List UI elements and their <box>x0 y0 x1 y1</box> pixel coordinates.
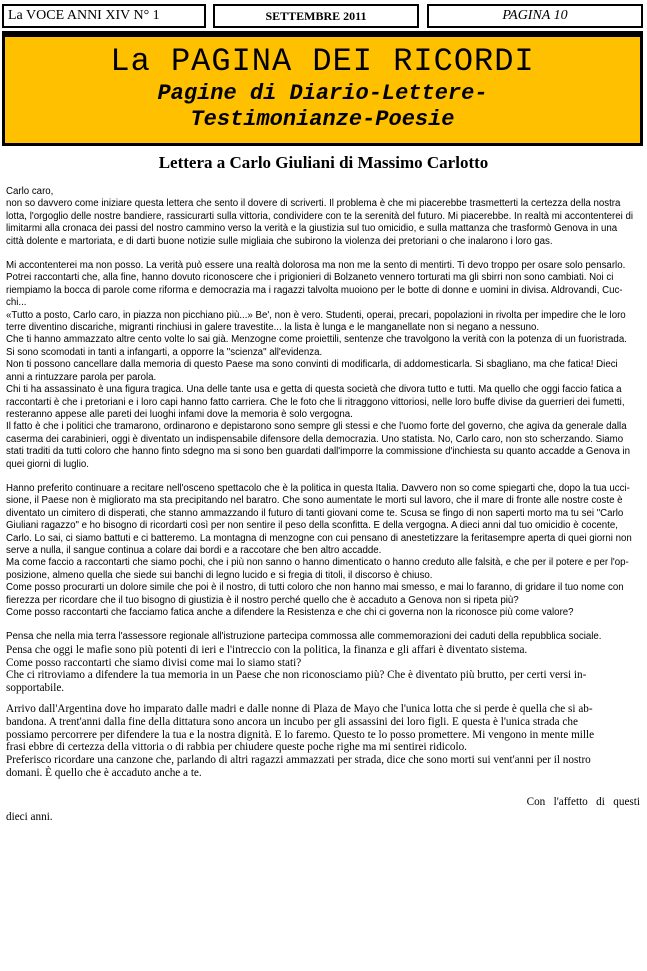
letter-line: riempiamo la bocca di parole come riforma e democrazia ma i ragazzi talvolta muoiono per le botte di donne e uomini in divisa. Aldrovandi, Cuc- <box>6 284 623 296</box>
letter-line: quei giorni di luglio. <box>6 458 89 470</box>
letter-line: sopportabile. <box>6 682 65 695</box>
letter-line: Potrei raccontarti che, alla fine, hanno dovuto riconoscere che i prigionieri di Bolzaneto vennero torturati ma gli sbirri non sono cambiati. Noi ci <box>6 272 614 284</box>
letter-line: anni a rintuzzare parola per parola. <box>6 371 157 383</box>
letter-line: resteranno appese alle pareti dei luoghi infami dove la memoria è solo vergogna. <box>6 408 353 420</box>
letter-body <box>6 186 644 823</box>
letter-line: possiamo percorrere per difendere la tua e la nostra dignità. E lo faremo. Questo te lo posso promettere. Mi vengono in mente mille <box>6 728 595 741</box>
letter-line: posizione, almeno quella che siede sui banchi di legno lucido e si fregia di titoli, il discorso è chiuso. <box>6 569 433 581</box>
section-title: La PAGINA DEI RICORDI <box>110 43 535 80</box>
paragraph-gap <box>6 471 644 483</box>
letter-line: caserma dei carabinieri, oggi è diventato un indispensabile difensore della democrazia. Uno statista. No, Carlo caro, non sto scherzando. Siamo <box>6 433 624 445</box>
letter-line: Pensa che oggi le mafie sono più potenti di ieri e l'intreccio con la politica, la finanza e gli affari è diventato sistema. <box>6 643 528 656</box>
letter-line: Il fatto è che i politici che tramarono, ordinarono e depistarono sono sempre gli stessi e che l'uomo forte del governo, che agiva da generale dalla <box>6 421 627 433</box>
letter-line: Arrivo dall'Argentina dove ho imparato dalle madri e dalle nonne di Plaza de Mayo che l'unica lotta che si perde è quella che si ab- <box>6 703 593 715</box>
letter-line: chi... <box>6 297 27 309</box>
letter-line: Carlo caro, <box>6 186 54 197</box>
letter-line: stati traditi da tutti coloro che hanno finto sdegno ma si sono ben guardati dall'imporre la commissione d'inchiesta su quanto accadde a Genova in <box>6 446 631 458</box>
letter-line: Chi ti ha assassinato è una figura tragica. Una delle tante usa e getta di questa società che divora tutto e tutti. Ma quello che oggi faccio fatica a <box>6 384 622 396</box>
section-banner <box>2 34 643 146</box>
letter-line: bandona. A trent'anni dalla fine della dittatura sono ancora un incubo per gli assassini dei loro figli. E questa è l'unica strada che <box>6 715 578 728</box>
letter-line: Hanno preferito continuare a recitare nell'osceno spettacolo che è la politica in questa Italia. Davvero non so come spiegarti che, dopo la tua ucci- <box>6 482 630 494</box>
letter-line: fierezza per ricordare che il tuo bisogno di giustizia è il nostro perché quello che è accaduto a Genova non si ripeta più? <box>6 594 519 606</box>
letter-line: Carlo. Lo sai, ci siamo battuti e ci batteremo. La montagna di menzogne con cui pensano di anestetizzare la feritasempre aperta di quei giorni non <box>6 532 632 544</box>
letter-line: città dolente e martoriata, e di darti buone notizie sulle migliaia che subirono la violenza dei pretoriani o che inalarono i loro gas. <box>6 235 553 247</box>
closing-line-end: dieci anni. <box>6 810 53 823</box>
closing-line: Con l'affetto di questi <box>526 795 640 808</box>
paragraph-gap <box>6 248 644 260</box>
section-subtitle-1: Pagine di Diario-Lettere- <box>157 81 488 106</box>
letter-line: limitarmi alla cronaca dei passi del nostro cammino verso la verità e la giustizia sul tuo omicidio, e sulla mattanza che trasformò Genova in una <box>6 223 618 235</box>
issue-label: La VOCE ANNI XIV N° 1 <box>2 4 206 28</box>
paragraph-gap <box>6 695 644 703</box>
date-label: SETTEMBRE 2011 <box>213 4 419 28</box>
letter-line: serve a nulla, il sangue continua a colare dai bordi e a raccotare che ben altro accadde. <box>6 544 382 556</box>
letter-line: sione, il Paese non è migliorato ma sta precipitando nel baratro. Che sono aumentate le morti sul lavoro, che il mare di fronte alle nostre coste è <box>6 495 623 507</box>
section-subtitle-2: Testimonianze-Poesie <box>190 107 455 132</box>
letter-line: Si sono scomodati in tanti a infangarti, a opporre la "scienza" all'evidenza. <box>6 346 323 358</box>
letter-line: Pensa che nella mia terra l'assessore regionale all'istruzione partecipa commossa alle commemorazioni dei caduti della repubblica sociale. <box>6 631 602 643</box>
letter-line: frasi ebbre di certezza della vittoria o di rabbia per chiudere queste poche righe ma mi sentirei ridicolo. <box>6 741 467 754</box>
letter-line: «Tutto a posto, Carlo caro, in piazza non picchiano più...» Be', non è vero. Studenti, operai, precari, popolazioni in rivolta per impedire che le loro <box>6 309 626 321</box>
letter-line: Preferisco ricordare una canzone che, parlando di altri ragazzi ammazzati per strada, dice che sono morti sui vent'anni per il nostro <box>6 754 591 767</box>
page-number: PAGINA 10 <box>427 4 643 28</box>
letter-line: Mi accontenterei ma non posso. La verità può essere una realtà dolorosa ma non me la sento di mentirti. Ti devo troppo per osare solo pensarlo. <box>6 260 626 272</box>
letter-line: diventato un cimitero di disperati, che stanno ammazzando il futuro di tanti giovani come te. Scusa se fingo di non saperti morto ma tu sei "Carlo <box>6 507 624 519</box>
paragraph-gap <box>6 619 644 631</box>
letter-line: Ma come faccio a raccontarti che siamo pochi, che i più non sanno o hanno dimenticato o hanno creduto alle falsità, e che per il potere e per l'op- <box>6 557 629 569</box>
letter-line: raccontarti è che i pretoriani e i loro capi hanno fatto carriera. Che le foto che li ritraggono vittoriosi, nelle loro buffe divise da guerrieri dei fumetti, <box>6 396 625 408</box>
letter-line: terre diventino discariche, migranti rinchiusi in galere travestite... la lista è lunga e le manganellate non si negano a nessuno. <box>6 322 540 334</box>
letter-line: Come posso raccontarti che siamo divisi come mai lo siamo stati? <box>6 656 302 669</box>
letter-line: Che ti hanno ammazzato altre cento volte lo sai già. Menzogne come proiettili, sentenze che travolgono la verità con la potenza di un fuoristrada. <box>6 334 627 346</box>
letter-line: Giuliani ragazzo" e ho bisogno di ricordarti così per non sentire il peso della sconfitta. E della vergogna. A dieci anni dal tuo omicidio è cocente, <box>6 520 618 532</box>
letter-line: lotta, l'orgoglio delle nostre bandiere, rassicurarti sulla vittoria, condividere con te la serenità del futuro. Mi piacerebbe. In realtà mi accontenterei di <box>6 210 634 222</box>
article-heading: Lettera a Carlo Giuliani di Massimo Carlotto <box>158 153 489 172</box>
paragraph-gap <box>6 780 644 796</box>
letter-line: domani. È quello che è accaduto anche a te. <box>6 766 202 779</box>
letter-line: Che ci ritroviamo a difendere la tua memoria in un Paese che non riconosciamo più? Che è diventato più brutto, per certi versi in- <box>6 669 587 682</box>
letter-line: Non ti possono cancellare dalla memoria di questo Paese ma sono convinti di modificarla, di addomesticarla. Si sbagliano, ma che fatica! Dieci <box>6 359 618 371</box>
letter-line: Come posso procurarti un dolore simile che poi è il nostro, di tutti coloro che non hanno mai smesso, e mai lo faranno, di gridare il tuo nome con <box>6 582 624 594</box>
letter-line: Come posso raccontarti che facciamo fatica anche a difendere la Resistenza e che chi ci governa non la riconosce più come valore? <box>6 607 574 618</box>
letter-line: non so davvero come iniziare questa lettera che sento il dovere di scriverti. Il problema è che mi piacerebbe trasmetterti la certezza della nostra <box>6 198 621 210</box>
